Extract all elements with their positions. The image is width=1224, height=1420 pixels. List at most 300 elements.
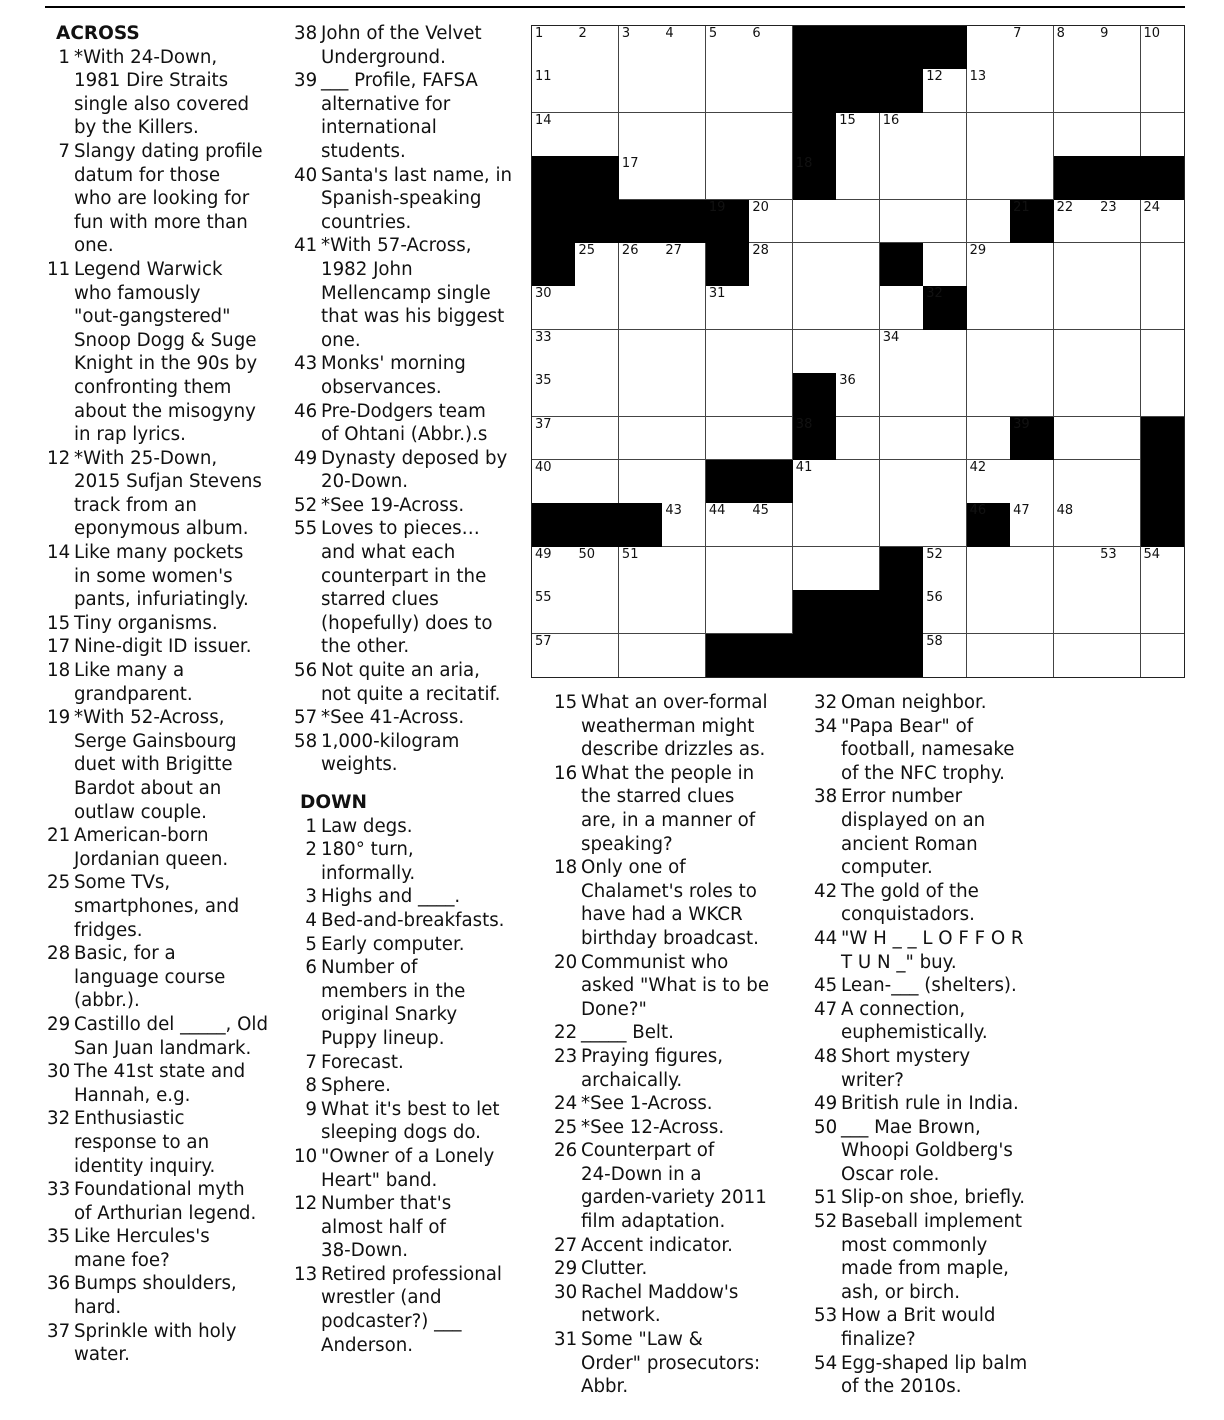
clue-item xyxy=(554,1234,804,1258)
grid-block xyxy=(836,590,880,634)
grid-cell[interactable] xyxy=(1054,286,1098,330)
grid-cell[interactable] xyxy=(749,156,793,200)
clue-text-line: Highs and ____. xyxy=(321,886,461,908)
cell-number: 18 xyxy=(795,156,813,172)
clue-text-line: Heart" band. xyxy=(321,1169,438,1191)
grid-cell[interactable] xyxy=(1141,26,1185,70)
grid-cell[interactable] xyxy=(706,590,750,634)
grid-cell[interactable] xyxy=(749,286,793,330)
grid-cell[interactable] xyxy=(1010,373,1054,417)
grid-cell[interactable] xyxy=(836,330,880,374)
grid-cell[interactable] xyxy=(836,460,880,504)
grid-cell[interactable] xyxy=(793,330,837,374)
clue-text-line: birthday broadcast. xyxy=(581,927,759,949)
grid-cell[interactable] xyxy=(923,547,967,591)
grid-cell[interactable] xyxy=(619,69,663,113)
grid-cell[interactable] xyxy=(967,634,1011,678)
grid-cell[interactable] xyxy=(1141,590,1185,634)
grid-cell[interactable] xyxy=(923,417,967,461)
grid-cell[interactable] xyxy=(706,330,750,374)
grid-cell[interactable] xyxy=(575,417,619,461)
grid-cell[interactable] xyxy=(749,200,793,244)
grid-cell[interactable] xyxy=(967,460,1011,504)
grid-cell[interactable] xyxy=(923,113,967,157)
grid-cell[interactable] xyxy=(923,373,967,417)
grid-cell[interactable] xyxy=(1141,113,1185,157)
grid-cell[interactable] xyxy=(532,373,576,417)
grid-cell[interactable] xyxy=(706,156,750,200)
clue-item xyxy=(294,447,529,494)
grid-cell[interactable] xyxy=(836,503,880,547)
grid-cell[interactable] xyxy=(749,373,793,417)
grid-cell[interactable] xyxy=(793,503,837,547)
clue-number: 3 xyxy=(305,886,317,908)
clue-text-line: have had a WKCR xyxy=(581,904,743,926)
grid-cell[interactable] xyxy=(619,26,663,70)
clue-item xyxy=(47,46,281,140)
grid-cell[interactable] xyxy=(1010,547,1054,591)
grid-cell[interactable] xyxy=(662,417,706,461)
clue-column-4 xyxy=(814,691,1064,1399)
grid-cell[interactable] xyxy=(1010,243,1054,287)
clue-text-line: ash, or birch. xyxy=(841,1281,961,1303)
clue-text-line: speaking? xyxy=(581,833,673,855)
clue-text-line: the starred clues xyxy=(581,786,735,808)
clue-text-line: alternative for xyxy=(321,93,451,115)
grid-cell[interactable] xyxy=(1054,330,1098,374)
grid-cell[interactable] xyxy=(1097,286,1141,330)
grid-cell[interactable] xyxy=(619,590,663,634)
grid-cell[interactable] xyxy=(1141,243,1185,287)
clue-item xyxy=(294,1074,529,1098)
grid-cell[interactable] xyxy=(619,113,663,157)
clue-text-line: Like many a xyxy=(74,660,185,682)
grid-cell[interactable] xyxy=(532,286,576,330)
grid-cell[interactable] xyxy=(619,330,663,374)
grid-cell[interactable] xyxy=(749,417,793,461)
clue-item xyxy=(47,1107,281,1178)
clue-text-line: "Owner of a Lonely xyxy=(321,1145,495,1167)
clue-text-line: What it's best to let xyxy=(321,1098,500,1120)
clue-text-line: ancient Roman xyxy=(841,833,978,855)
grid-cell[interactable] xyxy=(793,200,837,244)
cell-number: 46 xyxy=(969,503,987,519)
grid-cell[interactable] xyxy=(1010,26,1054,70)
grid-cell[interactable] xyxy=(967,26,1011,70)
clue-number: 17 xyxy=(47,636,71,658)
grid-cell[interactable] xyxy=(749,243,793,287)
grid-cell[interactable] xyxy=(1054,69,1098,113)
grid-cell[interactable] xyxy=(749,590,793,634)
grid-cell[interactable] xyxy=(1010,113,1054,157)
grid-cell[interactable] xyxy=(923,634,967,678)
grid-cell[interactable] xyxy=(923,590,967,634)
grid-cell[interactable] xyxy=(967,286,1011,330)
cell-number: 13 xyxy=(969,69,987,85)
clue-text-line: T U N _" buy. xyxy=(841,951,957,973)
grid-cell[interactable] xyxy=(1054,113,1098,157)
grid-cell[interactable] xyxy=(1054,373,1098,417)
cell-number: 29 xyxy=(969,243,987,258)
clue-text-line: What an over-formal xyxy=(581,692,768,713)
clue-text-line: datum for those xyxy=(74,164,221,186)
grid-cell[interactable] xyxy=(1010,156,1054,200)
grid-cell[interactable] xyxy=(967,200,1011,244)
grid-cell[interactable] xyxy=(967,590,1011,634)
grid-cell[interactable] xyxy=(923,503,967,547)
grid-cell[interactable] xyxy=(575,113,619,157)
clue-item xyxy=(47,541,281,612)
grid-cell[interactable] xyxy=(749,69,793,113)
grid-cell[interactable] xyxy=(532,69,576,113)
clue-text-line: Baseball implement xyxy=(841,1211,1022,1233)
clue-number: 54 xyxy=(814,1352,838,1374)
clue-text-line: Only one of xyxy=(581,857,686,879)
grid-cell[interactable] xyxy=(836,286,880,330)
grid-cell[interactable] xyxy=(532,547,576,591)
grid-cell[interactable] xyxy=(619,547,663,591)
grid-cell[interactable] xyxy=(619,286,663,330)
clue-item xyxy=(294,352,529,399)
grid-cell[interactable] xyxy=(967,547,1011,591)
grid-cell[interactable] xyxy=(532,634,576,678)
grid-cell[interactable] xyxy=(749,330,793,374)
clue-item xyxy=(47,871,281,942)
grid-cell[interactable] xyxy=(967,243,1011,287)
clue-item xyxy=(47,1013,281,1060)
grid-cell[interactable] xyxy=(967,156,1011,200)
grid-cell[interactable] xyxy=(662,26,706,70)
grid-cell[interactable] xyxy=(706,113,750,157)
grid-cell[interactable] xyxy=(923,243,967,287)
grid-cell[interactable] xyxy=(1010,460,1054,504)
clue-text-line: Like Hercules's xyxy=(74,1226,210,1248)
grid-cell[interactable] xyxy=(1097,590,1141,634)
clue-text-line: ___ Profile, FAFSA xyxy=(321,70,478,92)
grid-cell[interactable] xyxy=(575,26,619,70)
grid-cell[interactable] xyxy=(532,113,576,157)
grid-cell[interactable] xyxy=(967,69,1011,113)
across-header: ACROSS xyxy=(56,23,140,44)
clue-column-2 xyxy=(294,22,529,1357)
grid-block xyxy=(793,417,837,461)
grid-block xyxy=(1054,156,1098,200)
cell-number: 52 xyxy=(926,546,943,562)
clue-number: 30 xyxy=(47,1061,71,1083)
clue-text-line: What the people in xyxy=(581,762,755,784)
grid-cell[interactable] xyxy=(575,330,619,374)
grid-cell[interactable] xyxy=(967,113,1011,157)
clue-item xyxy=(554,762,804,856)
grid-cell[interactable] xyxy=(575,547,619,591)
grid-block xyxy=(793,156,837,200)
grid-cell[interactable] xyxy=(1097,243,1141,287)
grid-cell[interactable] xyxy=(923,69,967,113)
cell-number: 45 xyxy=(752,503,769,519)
grid-cell[interactable] xyxy=(1097,26,1141,70)
grid-cell[interactable] xyxy=(619,156,663,200)
clue-text-line: describe drizzles as. xyxy=(581,739,766,761)
clue-text-line: of Ohtani (Abbr.).s xyxy=(321,424,488,446)
clue-number: 32 xyxy=(814,692,838,713)
clue-item xyxy=(47,942,281,1013)
grid-cell[interactable] xyxy=(662,113,706,157)
clue-text-line: by the Killers. xyxy=(74,117,199,139)
grid-cell[interactable] xyxy=(662,69,706,113)
grid-cell[interactable] xyxy=(923,156,967,200)
cell-number: 5 xyxy=(708,26,718,41)
clue-text-line: wrestler (and xyxy=(321,1287,442,1309)
clue-text-line: Number that's xyxy=(321,1193,452,1215)
grid-cell[interactable] xyxy=(619,417,663,461)
grid-cell[interactable] xyxy=(836,417,880,461)
clue-text-line: about the misogyny xyxy=(74,400,256,422)
grid-block xyxy=(793,590,837,634)
grid-cell[interactable] xyxy=(1141,634,1185,678)
grid-cell[interactable] xyxy=(619,634,663,678)
grid-cell[interactable] xyxy=(532,417,576,461)
clue-number: 48 xyxy=(814,1045,838,1067)
grid-cell[interactable] xyxy=(1010,330,1054,374)
clue-text-line: Like many pockets xyxy=(74,542,244,564)
grid-cell[interactable] xyxy=(793,286,837,330)
grid-block xyxy=(880,69,924,113)
grid-cell[interactable] xyxy=(1097,200,1141,244)
cell-number: 6 xyxy=(752,26,761,41)
clue-item xyxy=(554,1139,804,1233)
grid-cell[interactable] xyxy=(836,243,880,287)
grid-cell[interactable] xyxy=(575,373,619,417)
grid-cell[interactable] xyxy=(662,634,706,678)
clue-item xyxy=(554,1281,804,1328)
clue-item xyxy=(47,612,281,636)
grid-cell[interactable] xyxy=(1010,590,1054,634)
grid-cell[interactable] xyxy=(923,200,967,244)
grid-block xyxy=(836,69,880,113)
grid-cell[interactable] xyxy=(836,113,880,157)
grid-block xyxy=(1010,417,1054,461)
grid-cell[interactable] xyxy=(706,286,750,330)
grid-cell[interactable] xyxy=(880,460,924,504)
clue-item xyxy=(294,1145,529,1192)
grid-cell[interactable] xyxy=(1054,590,1098,634)
cell-number: 57 xyxy=(535,633,552,649)
grid-cell[interactable] xyxy=(793,243,837,287)
clue-text-line: not quite a recitatif. xyxy=(321,683,501,705)
grid-cell[interactable] xyxy=(923,330,967,374)
grid-cell[interactable] xyxy=(1141,547,1185,591)
grid-cell[interactable] xyxy=(662,503,706,547)
grid-cell[interactable] xyxy=(880,156,924,200)
clue-item xyxy=(814,715,1064,786)
grid-cell[interactable] xyxy=(836,373,880,417)
grid-cell[interactable] xyxy=(662,243,706,287)
clue-text-line: Order" prosecutors: xyxy=(581,1352,761,1374)
grid-cell[interactable] xyxy=(880,417,924,461)
grid-cell[interactable] xyxy=(532,330,576,374)
clue-number: 24 xyxy=(554,1093,578,1115)
grid-cell[interactable] xyxy=(749,26,793,70)
grid-cell[interactable] xyxy=(619,460,663,504)
clue-text-line: How a Brit would xyxy=(841,1305,996,1327)
clue-number: 37 xyxy=(47,1320,71,1342)
grid-cell[interactable] xyxy=(662,286,706,330)
clue-item xyxy=(47,258,281,447)
grid-cell[interactable] xyxy=(1010,634,1054,678)
clue-item xyxy=(554,856,804,950)
clue-text-line: network. xyxy=(581,1305,661,1327)
clue-number: 55 xyxy=(294,518,318,540)
clue-item xyxy=(47,1178,281,1225)
clue-text-line: who are looking for xyxy=(74,188,250,210)
grid-cell[interactable] xyxy=(1054,200,1098,244)
grid-cell[interactable] xyxy=(1054,634,1098,678)
grid-cell[interactable] xyxy=(967,330,1011,374)
grid-cell[interactable] xyxy=(706,547,750,591)
clue-text-line: Oscar role. xyxy=(841,1163,940,1185)
cell-number: 40 xyxy=(535,460,552,475)
grid-cell[interactable] xyxy=(1010,286,1054,330)
grid-cell[interactable] xyxy=(532,590,576,634)
clue-item xyxy=(294,69,529,163)
grid-cell[interactable] xyxy=(1141,286,1185,330)
grid-cell[interactable] xyxy=(1097,634,1141,678)
clue-text-line: Some "Law & xyxy=(581,1329,703,1351)
clue-number: 58 xyxy=(294,730,318,752)
grid-cell[interactable] xyxy=(662,156,706,200)
clue-number: 22 xyxy=(554,1022,578,1044)
grid-cell[interactable] xyxy=(532,26,576,70)
clue-number: 5 xyxy=(305,933,317,955)
grid-cell[interactable] xyxy=(880,286,924,330)
grid-cell[interactable] xyxy=(1010,69,1054,113)
grid-cell[interactable] xyxy=(706,503,750,547)
grid-cell[interactable] xyxy=(749,547,793,591)
clue-number: 1 xyxy=(305,815,317,837)
grid-cell[interactable] xyxy=(575,286,619,330)
grid-cell[interactable] xyxy=(1054,460,1098,504)
grid-cell[interactable] xyxy=(1054,503,1098,547)
clue-text-line: Legend Warwick xyxy=(74,258,223,280)
grid-cell[interactable] xyxy=(1010,503,1054,547)
grid-cell[interactable] xyxy=(706,373,750,417)
grid-block xyxy=(706,634,750,678)
grid-cell[interactable] xyxy=(880,200,924,244)
grid-cell[interactable] xyxy=(1097,417,1141,461)
grid-block xyxy=(619,200,663,244)
grid-cell[interactable] xyxy=(793,547,837,591)
grid-cell[interactable] xyxy=(1054,547,1098,591)
clue-item xyxy=(294,494,529,518)
grid-cell[interactable] xyxy=(836,156,880,200)
grid-cell[interactable] xyxy=(706,417,750,461)
grid-cell[interactable] xyxy=(575,243,619,287)
grid-cell[interactable] xyxy=(1097,373,1141,417)
grid-cell[interactable] xyxy=(1141,200,1185,244)
grid-block xyxy=(836,634,880,678)
grid-cell[interactable] xyxy=(619,243,663,287)
clue-text-line: computer. xyxy=(841,857,933,879)
clue-text-line: Nine-digit ID issuer. xyxy=(74,636,252,658)
grid-cell[interactable] xyxy=(662,373,706,417)
clue-text-line: the other. xyxy=(321,636,410,658)
grid-block xyxy=(880,243,924,287)
clue-text-line: mane foe? xyxy=(74,1249,170,1271)
grid-cell[interactable] xyxy=(1141,373,1185,417)
cell-number: 3 xyxy=(621,26,631,41)
clue-text-line: *See 12-Across. xyxy=(581,1116,725,1138)
grid-cell[interactable] xyxy=(836,200,880,244)
grid-cell[interactable] xyxy=(749,113,793,157)
clue-text-line: in some women's xyxy=(74,565,233,587)
grid-cell[interactable] xyxy=(1054,243,1098,287)
grid-cell[interactable] xyxy=(1054,26,1098,70)
grid-cell[interactable] xyxy=(575,460,619,504)
grid-cell[interactable] xyxy=(532,460,576,504)
grid-cell[interactable] xyxy=(1097,503,1141,547)
grid-cell[interactable] xyxy=(1141,69,1185,113)
grid-cell[interactable] xyxy=(880,330,924,374)
grid-cell[interactable] xyxy=(662,547,706,591)
clue-number: 28 xyxy=(47,943,71,965)
grid-cell[interactable] xyxy=(967,373,1011,417)
clue-number: 23 xyxy=(554,1045,578,1067)
grid-cell[interactable] xyxy=(575,634,619,678)
grid-cell[interactable] xyxy=(1097,69,1141,113)
grid-cell[interactable] xyxy=(619,373,663,417)
grid-block xyxy=(575,156,619,200)
clue-text-line: *See 41-Across. xyxy=(321,707,465,729)
grid-cell[interactable] xyxy=(793,460,837,504)
grid-cell[interactable] xyxy=(706,26,750,70)
clue-item xyxy=(554,1045,804,1092)
grid-cell[interactable] xyxy=(880,113,924,157)
clue-item xyxy=(554,951,804,1022)
grid-cell[interactable] xyxy=(1141,330,1185,374)
clue-text-line: Communist who xyxy=(581,951,729,973)
grid-cell[interactable] xyxy=(1097,460,1141,504)
grid-cell[interactable] xyxy=(575,590,619,634)
grid-block xyxy=(1141,417,1185,461)
grid-cell[interactable] xyxy=(923,460,967,504)
clue-text-line: Santa's last name, in xyxy=(321,164,513,186)
grid-cell[interactable] xyxy=(1097,330,1141,374)
grid-cell[interactable] xyxy=(575,69,619,113)
cell-number: 42 xyxy=(969,460,987,475)
grid-cell[interactable] xyxy=(662,460,706,504)
cell-number: 1 xyxy=(535,26,544,41)
clue-text-line: members in the xyxy=(321,980,466,1002)
grid-cell[interactable] xyxy=(1097,547,1141,591)
grid-cell[interactable] xyxy=(749,503,793,547)
grid-cell[interactable] xyxy=(662,330,706,374)
grid-block xyxy=(923,286,967,330)
top-rule xyxy=(45,6,1185,8)
clue-item xyxy=(294,909,529,933)
clue-number: 18 xyxy=(47,660,71,682)
grid-cell[interactable] xyxy=(967,417,1011,461)
grid-cell[interactable] xyxy=(880,373,924,417)
grid-cell[interactable] xyxy=(1054,417,1098,461)
grid-cell[interactable] xyxy=(662,590,706,634)
clue-text-line: countries. xyxy=(321,211,412,233)
grid-cell[interactable] xyxy=(1097,113,1141,157)
grid-cell[interactable] xyxy=(836,547,880,591)
grid-cell[interactable] xyxy=(880,503,924,547)
grid-cell[interactable] xyxy=(706,69,750,113)
clue-item xyxy=(814,927,1064,974)
cell-number: 32 xyxy=(926,286,943,302)
